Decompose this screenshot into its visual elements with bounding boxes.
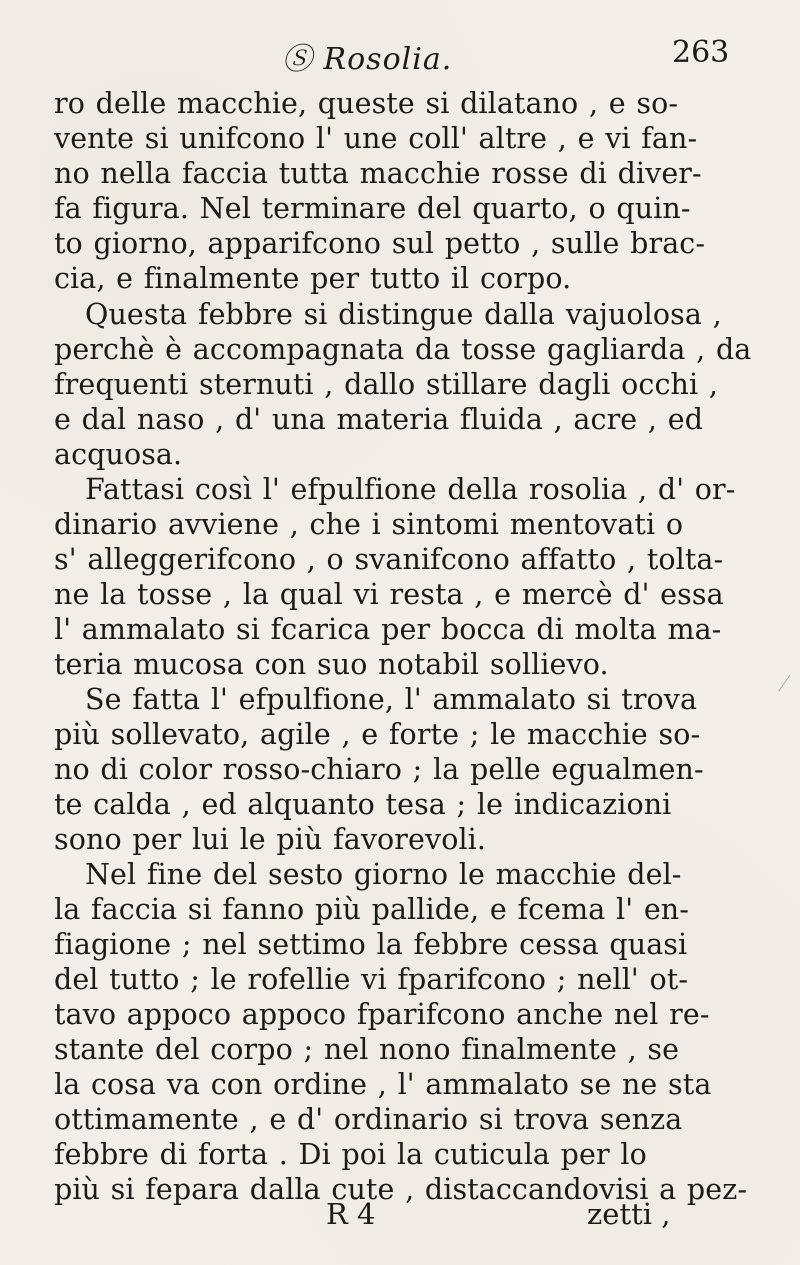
text-line-1: ro delle macchie, queste si dilatano , e so- (54, 87, 679, 120)
text-line-20: no di color rosso-chiaro ; la pelle egualmen- (54, 753, 704, 786)
text-line-9: frequenti sternuti , dallo stillare dagli occhi , (54, 368, 718, 401)
text-line-29: la cosa va con ordine , l' ammalato se ne sta (54, 1068, 712, 1101)
text-line-28: stante del corpo ; nel nono finalmente , se (54, 1033, 680, 1066)
text-line-8: perchè è accompagnata da tosse gagliarda , da (54, 333, 752, 366)
text-line-11: acquosa. (54, 438, 183, 471)
text-line-21: te calda , ed alquanto tesa ; le indicazioni (54, 788, 672, 821)
text-line-3: no nella faccia tutta macchie rosse di diver- (54, 157, 702, 190)
text-line-31: febbre di forta . Di poi la cuticula per lo (54, 1138, 647, 1171)
text-line-30: ottimamente , e d' ordinario si trova senza (54, 1103, 683, 1136)
text-line-18: Se fatta l' efpulfione, l' ammalato si trova (85, 683, 698, 716)
text-line-27: tavo appoco appoco fparifcono anche nel re- (54, 998, 710, 1031)
page-header (0, 34, 800, 77)
text-line-6: cia, e finalmente per tutto il corpo. (54, 262, 572, 295)
text-line-25: fiagione ; nel settimo la febbre cessa quasi (54, 928, 688, 961)
margin-mark (778, 675, 798, 698)
text-line-22: sono per lui le più favorevoli. (54, 823, 487, 856)
text-line-16: l' ammalato si fcarica per bocca di molta ma- (54, 613, 722, 646)
text-line-19: più sollevato, agile , e forte ; le macchie so- (54, 718, 701, 751)
text-line-14: s' alleggerifcono , o svanifcono affatto , tolta- (54, 543, 724, 576)
text-line-13: dinario avviene , che i sintomi mentovati o (54, 508, 684, 541)
text-line-26: del tutto ; le rofellie vi fparifcono ; nell' ot- (54, 963, 689, 996)
text-line-12: Fattasi così l' efpulfione della rosolia , d' or- (85, 473, 736, 506)
text-line-4: fa figura. Nel terminare del quarto, o quin- (54, 192, 691, 225)
text-line-17: teria mucosa con suo notabil sollievo. (54, 648, 609, 681)
text-line-32: più si fepara dalla cute , distaccandovisi a pez- (54, 1173, 748, 1206)
text-line-23: Nel fine del sesto giorno le macchie del- (85, 858, 682, 891)
page-footer (0, 1197, 800, 1233)
text-line-15: ne la tosse , la qual vi resta , e mercè d' essa (54, 578, 724, 611)
text-line-10: e dal naso , d' una materia fluida , acre , ed (54, 403, 704, 436)
signature-mark: R 4 (326, 1197, 376, 1231)
text-line-7: Questa febbre si distingue dalla vajuolosa , (85, 298, 722, 331)
text-line-2: vente si unifcono l' une coll' altre , e vi fan- (54, 122, 698, 155)
text-line-5: to giorno, apparifcono sul petto , sulle brac- (54, 227, 706, 260)
running-title: Ⓢ Rosolia. (282, 42, 453, 77)
text-line-24: la faccia si fanno più pallide, e fcema l' en- (54, 893, 689, 926)
catchword: zetti , (587, 1197, 671, 1231)
page-number: 263 (672, 35, 730, 70)
